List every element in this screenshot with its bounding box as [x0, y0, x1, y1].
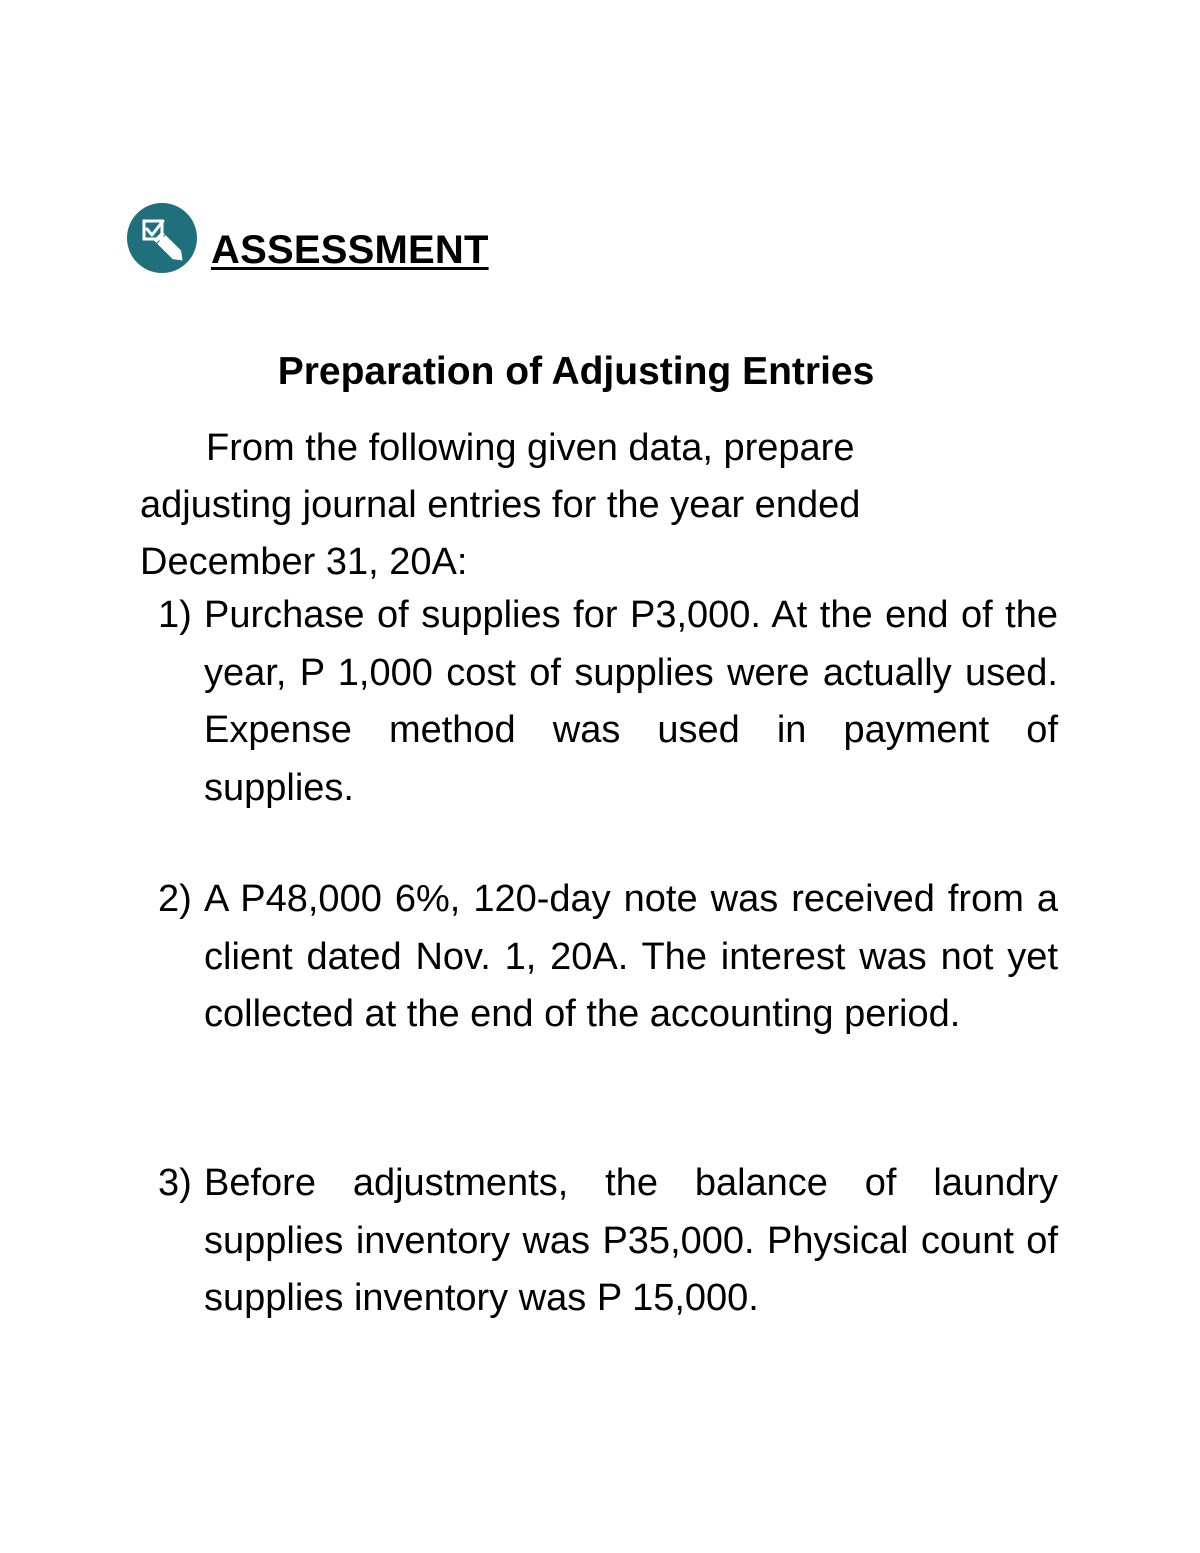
list-item: [158, 1155, 1058, 1328]
item-text: Purchase of supplies for P3,000. At the end of the year, P 1,000 cost of supplies were actually used. Expense method was used in payment of supplies.: [204, 594, 1058, 809]
item-text: A P48,000 6%, 120-day note was received from a client dated Nov. 1, 20A. The interest was not yet collected at the end of the accounting period.: [204, 878, 1058, 1035]
instructions-line: adjusting journal entries for the year ended: [140, 484, 861, 526]
item-number: 3): [158, 1162, 192, 1204]
list-item: [158, 587, 1058, 817]
list-item: [158, 871, 1058, 1044]
instructions-line: December 31, 20A:: [140, 541, 468, 583]
page-title: Preparation of Adjusting Entries: [277, 350, 875, 393]
instructions-line: From the following given data, prepare: [206, 427, 855, 469]
assessment-heading: ASSESSMENT: [211, 228, 489, 272]
item-number: 1): [158, 594, 192, 636]
item-text: Before adjustments, the balance of laundry supplies inventory was P35,000. Physical count of supplies inventory was P 15,000.: [204, 1162, 1058, 1319]
checklist-pencil-icon: [127, 203, 197, 273]
instructions: [140, 420, 1060, 591]
assessment-header: [127, 203, 197, 273]
item-number: 2): [158, 878, 192, 920]
